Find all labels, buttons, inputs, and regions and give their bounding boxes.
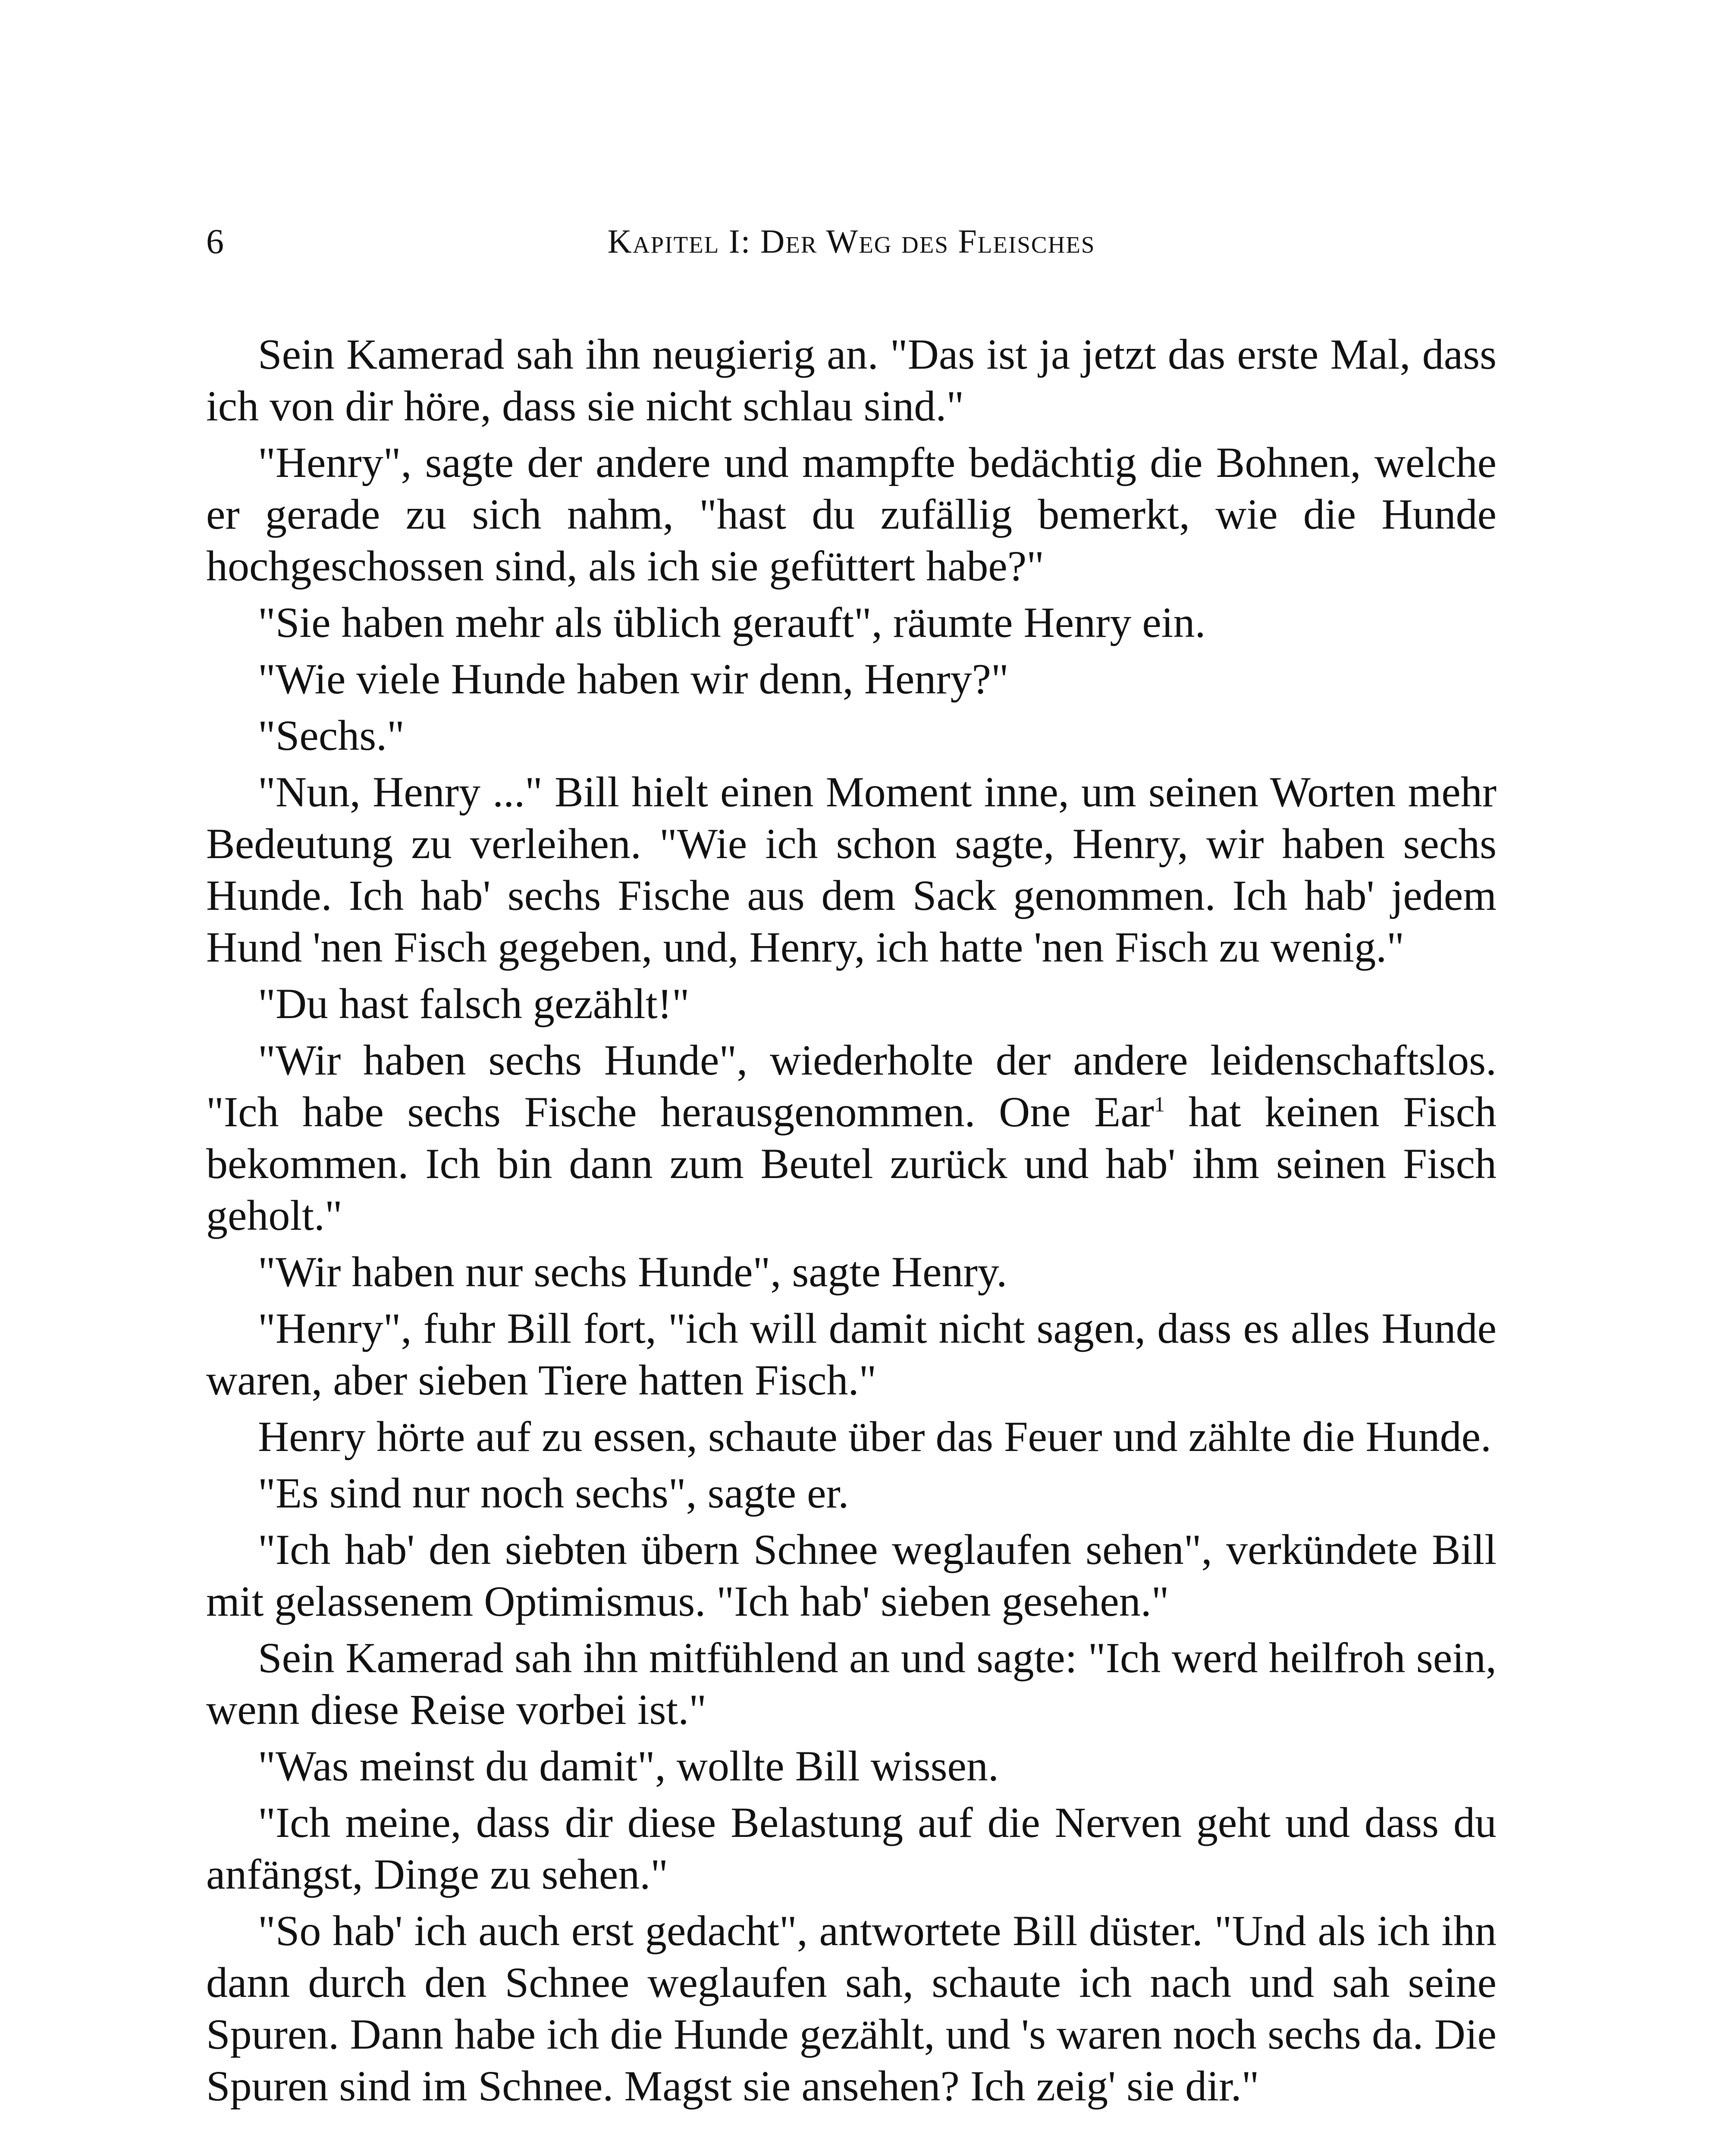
paragraph: "Sechs." [258,711,405,759]
paragraph-text: hat keinen Fisch bekommen. Ich bin dann zum Beutel zurück und hab' ihm seinen Fisch geholt." [206,1088,1497,1239]
paragraph: "Wir haben nur sechs Hunde", sagte Henry. [258,1248,1007,1296]
paragraph: Henry hörte auf zu essen, schaute über das Feuer und zählte die Hunde. [258,1413,1492,1460]
paragraph-with-footnote [206,1034,1497,1241]
paragraph-text: "Ich habe sechs Fische herausgenommen. One Ear [206,1088,1154,1136]
paragraph: Sein Kamerad sah ihn mitfühlend an und sagte: "Ich werd heilfroh sein, wenn diese Reise vorbei ist." [206,1634,1497,1733]
footnote-reference[interactable]: 1 [1154,1092,1165,1116]
paragraph: "Ich hab' den siebten übern Schnee weglaufen sehen", verkündete Bill mit gelassenem Optimismus. "Ich hab' sieben gesehen." [206,1526,1497,1625]
paragraph: "Nun, Henry ..." Bill hielt einen Moment inne, um seinen Worten mehr Bedeutung zu verleihen. "Wie ich schon sagte, Henry, wir haben sechs Hunde. Ich hab' sechs Fische aus dem Sack genommen. Ich hab' jedem Hund 'nen Fisch gegeben, und, Henry, ich hatte 'nen Fisch zu wenig." [206,768,1497,971]
paragraph: "Du hast falsch gezählt!" [258,980,690,1028]
paragraph-text: "Wir haben sechs Hunde", wiederholte der andere leidenschaftslos. [258,1036,1497,1084]
paragraph: Sein Kamerad sah ihn neugierig an. "Das ist ja jetzt das erste Mal, dass ich von dir höre, dass sie nicht schlau sind." [206,330,1497,430]
page-number: 6 [206,222,224,261]
paragraph: "Was meinst du damit", wollte Bill wissen. [258,1742,999,1790]
paragraph: "Es sind nur noch sechs", sagte er. [258,1469,849,1517]
paragraph: "Henry", fuhr Bill fort, "ich will damit nicht sagen, dass es alles Hunde waren, aber sieben Tiere hatten Fisch." [206,1304,1497,1404]
paragraph: "So hab' ich auch erst gedacht", antwortete Bill düster. "Und als ich ihn dann durch den Schnee weglaufen sah, schaute ich nach und sah seine Spuren. Dann habe ich die Hunde gezählt, und 's waren noch sechs da. Die Spuren sind im Schnee. Magst sie ansehen? Ich zeig' sie dir." [206,1907,1497,2110]
page-header [206,216,1497,267]
paragraph: "Sie haben mehr als üblich gerauft", räumte Henry ein. [258,599,1206,646]
paragraph: "Ich meine, dass dir diese Belastung auf die Nerven geht und dass du anfängst, Dinge zu sehen." [206,1799,1497,1898]
paragraph: "Wie viele Hunde haben wir denn, Henry?" [258,655,1009,703]
paragraph: "Henry", sagte der andere und mampfte bedächtig die Bohnen, welche er gerade zu sich nahm, "hast du zufällig bemerkt, wie die Hunde hochgeschossen sind, als ich sie gefüttert habe?" [206,439,1497,590]
body-text [206,329,1497,2117]
running-head: Kapitel I: Der Weg des Fleisches [607,222,1095,260]
